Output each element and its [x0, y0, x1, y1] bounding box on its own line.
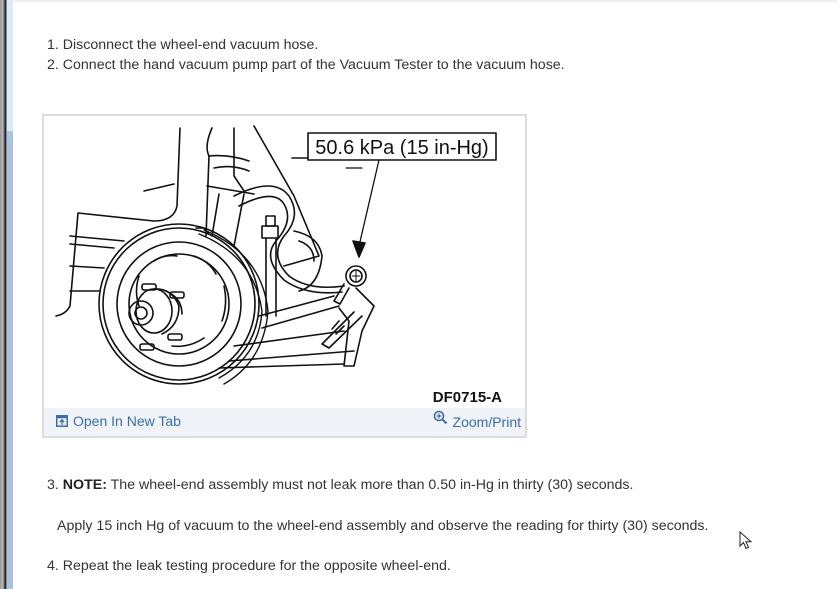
magnifier-plus-icon: [433, 410, 448, 425]
open-in-new-tab-icon: [56, 415, 68, 427]
window-side-strip: [7, 131, 13, 589]
figure-footer: [44, 408, 525, 436]
step-2-text: 2. Connect the hand vacuum pump part of the Vacuum Tester to the vacuum hose.: [47, 57, 565, 73]
open-in-new-tab-label: Open In New Tab: [73, 413, 181, 429]
note-text: The wheel-end assembly must not leak more than 0.50 in-Hg in thirty (30) seconds.: [106, 477, 634, 493]
top-shadow: [13, 0, 837, 4]
step-3-body: Apply 15 inch Hg of vacuum to the wheel-end assembly and observe the reading for thirty (30) seconds.: [57, 518, 709, 534]
step-1-text: 1. Disconnect the wheel-end vacuum hose.: [47, 37, 319, 53]
step-4-text: 4. Repeat the leak testing procedure for the opposite wheel-end.: [47, 558, 451, 574]
open-in-new-tab-link[interactable]: [56, 413, 181, 429]
window-left-edge: [0, 0, 13, 589]
callout-label: 50.6 kPa (15 in-Hg): [315, 137, 489, 159]
step-3-number: 3.: [47, 477, 63, 493]
zoom-print-link[interactable]: [433, 410, 521, 430]
figure-id: DF0715-A: [432, 389, 502, 406]
step-3-text: [47, 475, 633, 495]
vacuum-test-illustration: [44, 116, 525, 406]
note-label: NOTE:: [62, 477, 107, 493]
zoom-print-label: Zoom/Print: [452, 414, 521, 430]
figure-container: [42, 114, 527, 438]
mouse-pointer-icon: [739, 531, 753, 551]
